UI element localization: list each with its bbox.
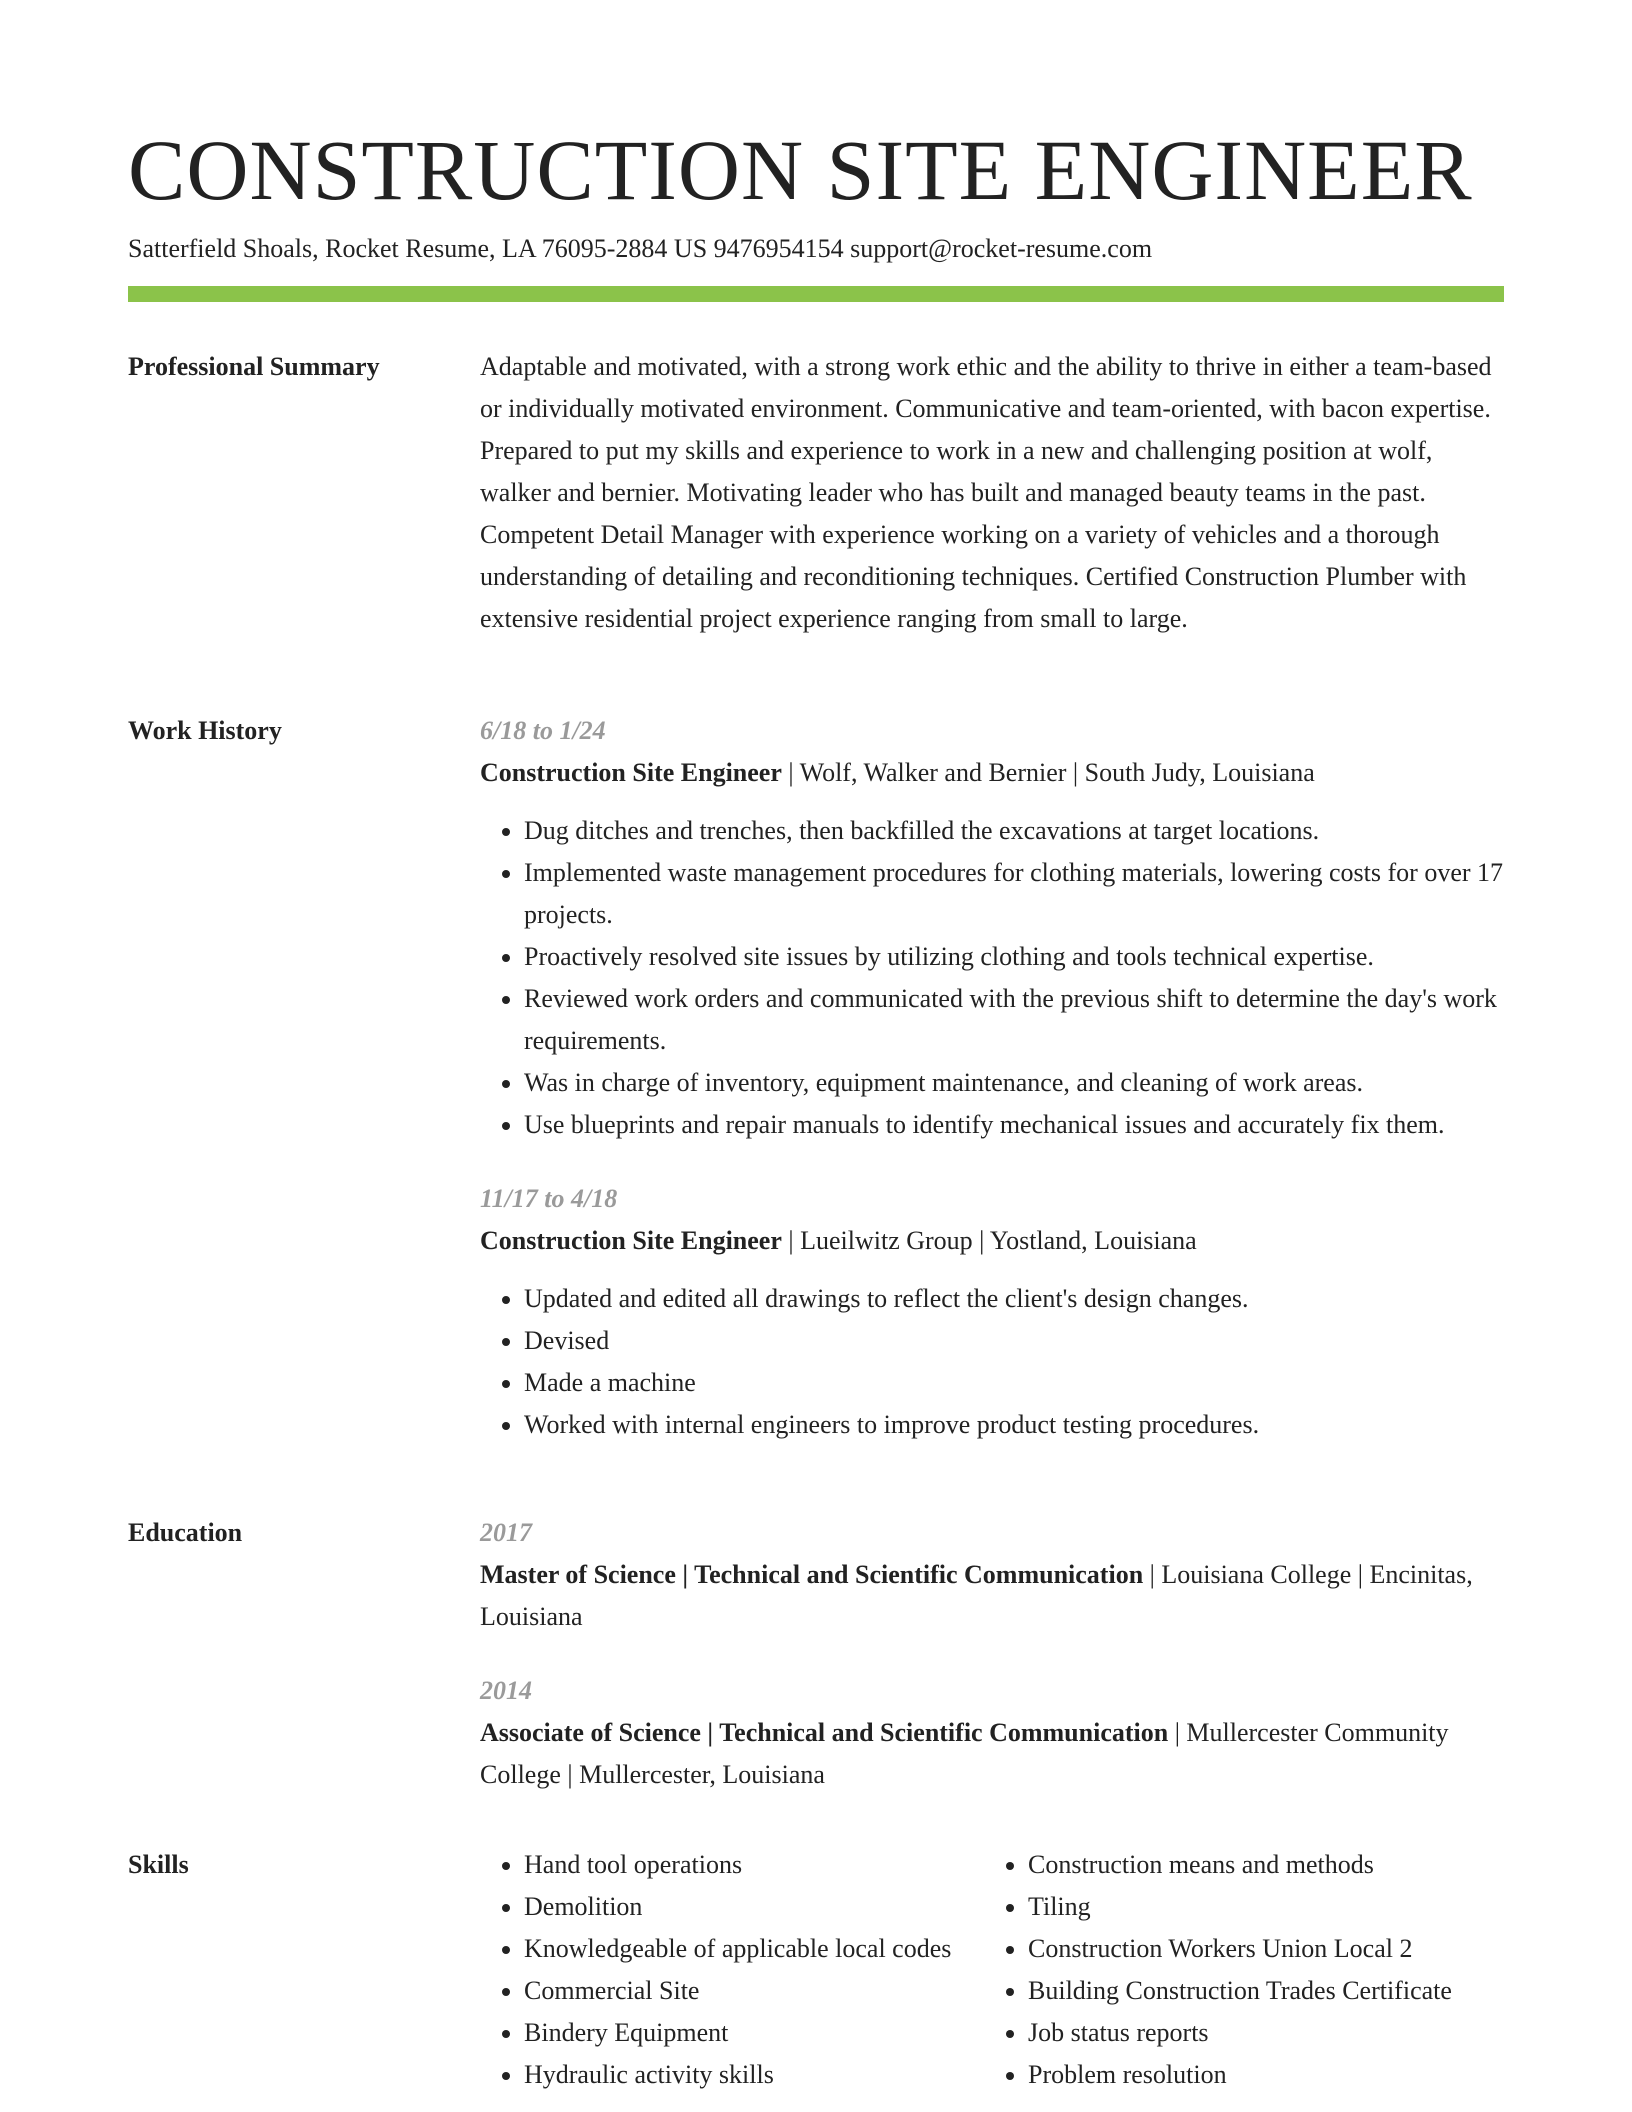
skills-column-left	[480, 1844, 984, 2096]
education-body	[480, 1512, 1508, 1796]
contact-line: Satterfield Shoals, Rocket Resume, LA 76095-2884 US 9476954154 support@rocket-resume.com	[128, 234, 1153, 263]
list-item: • Implemented waste management procedures for clothing materials, lowering costs for over 17 projects.	[524, 852, 1508, 936]
list-item: • Reviewed work orders and communicated with the previous shift to determine the day's work requirements.	[524, 978, 1508, 1062]
list-item: • Hand tool operations	[524, 1844, 984, 1886]
list-item: • Problem resolution	[1028, 2054, 1508, 2096]
education-title-line	[480, 1712, 1508, 1796]
job-title: Construction Site Engineer	[480, 758, 782, 787]
skills-column-right	[984, 1844, 1508, 2096]
job-entry	[480, 710, 1508, 1146]
list-item: • Commercial Site	[524, 1970, 984, 2012]
list-item: • Bindery Equipment	[524, 2012, 984, 2054]
education-entry	[480, 1670, 1508, 1796]
list-item: • Worked with internal engineers to improve product testing procedures.	[524, 1404, 1508, 1446]
candidate-title: CONSTRUCTION SITE ENGINEER	[128, 122, 1473, 218]
job-date: 11/17 to 4/18	[480, 1184, 618, 1213]
accent-divider	[128, 286, 1504, 302]
degree-name: Associate of Science | Technical and Scientific Communication	[480, 1718, 1169, 1747]
list-item: • Devised	[524, 1320, 1508, 1362]
job-bullets	[480, 810, 1508, 1146]
list-item: • Hydraulic activity skills	[524, 2054, 984, 2096]
summary-text: Adaptable and motivated, with a strong work ethic and the ability to thrive in either a team-based or individually motivated environment. Communicative and team-oriented, with bacon expertise. Prepared to put my skills and experience to work in a new and challenging position at wolf, walker and bernier. Motivating leader who has built and managed beauty teams in the past. Competent Detail Manager with experience working on a variety of vehicles and a thorough understanding of detailing and reconditioning techniques. Certified Construction Plumber with extensive residential project experience ranging from small to large.	[480, 352, 1492, 633]
education-date: 2017	[480, 1518, 532, 1547]
job-date: 6/18 to 1/24	[480, 716, 606, 745]
summary-body	[480, 346, 1508, 640]
school-details: | Mullercester Community College | Mullercester, Louisiana	[480, 1718, 1449, 1789]
education-date: 2014	[480, 1676, 532, 1705]
section-label-skills: Skills	[128, 1850, 189, 1879]
job-details: | Wolf, Walker and Bernier | South Judy, Louisiana	[781, 758, 1315, 787]
section-label-education: Education	[128, 1518, 243, 1547]
job-title-line	[480, 1220, 1508, 1262]
job-details: | Lueilwitz Group | Yostland, Louisiana	[781, 1226, 1197, 1255]
list-item: • Was in charge of inventory, equipment maintenance, and cleaning of work areas.	[524, 1062, 1508, 1104]
list-item: • Knowledgeable of applicable local codes	[524, 1928, 984, 1970]
list-item: • Construction means and methods	[1028, 1844, 1508, 1886]
work-history-body	[480, 710, 1508, 1446]
skills-body	[480, 1844, 1508, 2096]
list-item: • Building Construction Trades Certificate	[1028, 1970, 1508, 2012]
list-item: • Proactively resolved site issues by utilizing clothing and tools technical expertise.	[524, 936, 1508, 978]
education-title-line	[480, 1554, 1508, 1638]
section-label-work-history: Work History	[128, 716, 282, 745]
degree-name: Master of Science | Technical and Scientific Communication	[480, 1560, 1144, 1589]
list-item: • Updated and edited all drawings to reflect the client's design changes.	[524, 1278, 1508, 1320]
skills-grid	[480, 1844, 1508, 2096]
education-entry	[480, 1512, 1508, 1638]
school-details: | Louisiana College | Encinitas, Louisiana	[480, 1560, 1473, 1631]
job-title: Construction Site Engineer	[480, 1226, 782, 1255]
section-label-summary: Professional Summary	[128, 352, 380, 381]
list-item: • Made a machine	[524, 1362, 1508, 1404]
list-item: • Tiling	[1028, 1886, 1508, 1928]
job-bullets	[480, 1278, 1508, 1446]
job-entry	[480, 1178, 1508, 1446]
list-item: • Job status reports	[1028, 2012, 1508, 2054]
list-item: • Demolition	[524, 1886, 984, 1928]
list-item: • Construction Workers Union Local 2	[1028, 1928, 1508, 1970]
list-item: • Use blueprints and repair manuals to identify mechanical issues and accurately fix them.	[524, 1104, 1508, 1146]
list-item: • Dug ditches and trenches, then backfilled the excavations at target locations.	[524, 810, 1508, 852]
job-title-line	[480, 752, 1508, 794]
